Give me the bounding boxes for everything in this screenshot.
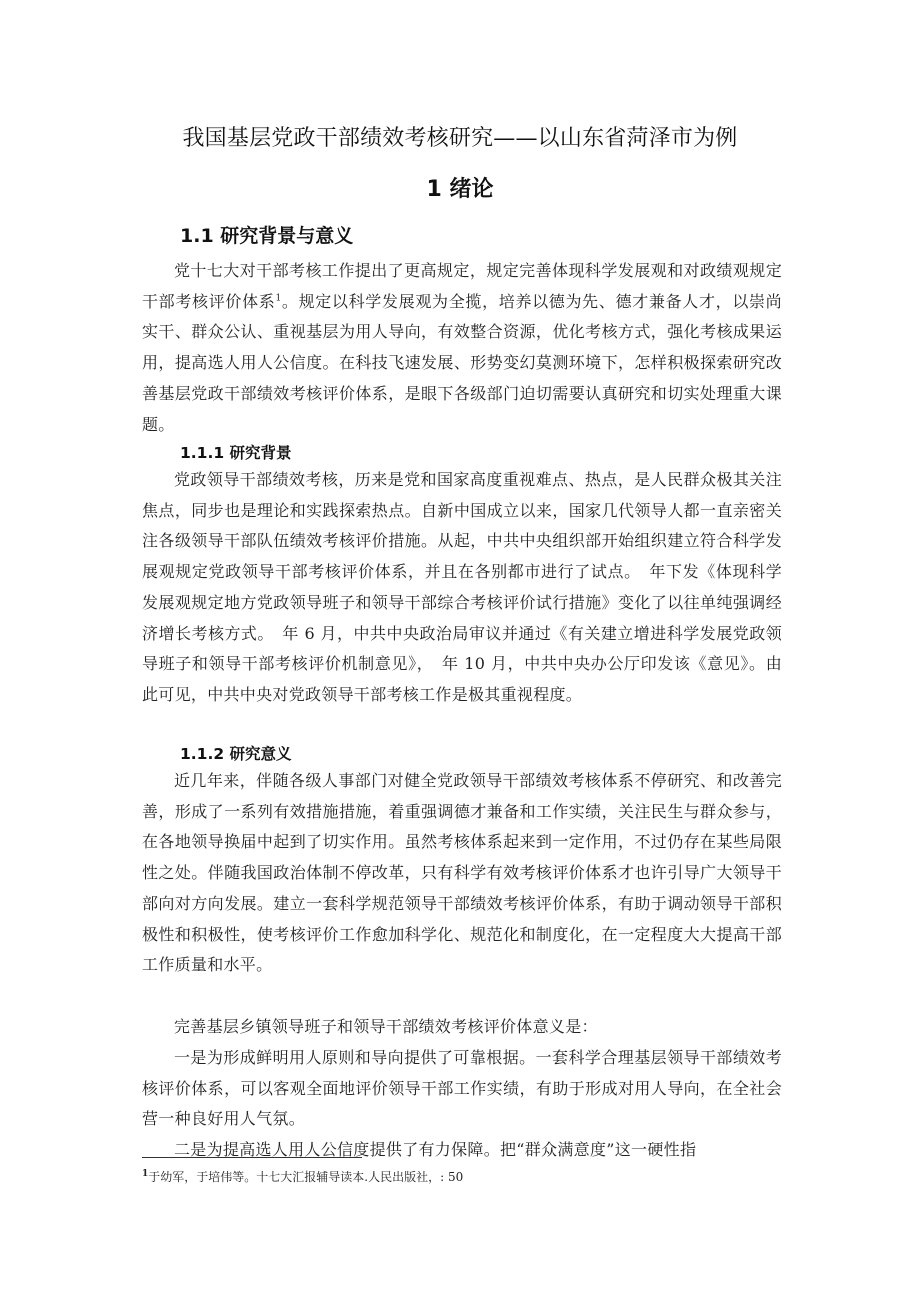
section-heading-1-1-2: 1.1.2 研究意义 [180,745,292,763]
footnote-mark: 1 [142,1169,149,1179]
section-heading-1-1: 1.1 研究背景与意义 [180,225,354,247]
document-title: 我国基层党政干部绩效考核研究——以山东省菏泽市为例 [182,126,738,151]
paragraph-research-background: 党政领导干部绩效考核，历来是党和国家高度重视难点、热点，是人民群众极其关注焦点，同步也是理论和实践探索热点。自新中国成立以来，国家几代领导人都一直亲密关注各级领导干部队伍绩效考核评价措施。从起，中共中央组织部开始组织建立符合科学发展观规定党政领导干部考核评价体系，并且在各别都市进行了试点。 年下发《体现科学发展观规定地方党政领导班子和领导干部综合考核评价试行措施》变化了以往单纯强调经济增长考核方式。 年 6 月，中共中央政治局审议并通过《有关建立增进科学发展党政领导班子和领导干部考核评价机制意见》， 年 10 月，中共中央办公厅印发该《意见》。由此可见，中共中央对党政领导干部考核工作是极其重视程度。 [142,470,782,704]
paragraph-point-one: 一是为形成鲜明用人原则和导向提供了可靠根据。一套科学合理基层领导干部绩效考核评价体系，可以客观全面地评价领导干部工作实绩，有助于形成对用人导向，在全社会营一种良好用人气氛。 [142,1048,782,1129]
chapter-title: 1 绪论 [426,177,494,202]
footnote-text: 于幼军，于培伟等。十七大汇报辅导读本.人民出版社，: 50 [148,1170,464,1184]
paragraph-text: 党十七大对干部考核工作提出了更高规定，规定完善体现科学发展观和对政绩观规定干部考核评价体系 [142,261,782,311]
section-heading-1-1-1: 1.1.1 研究背景 [180,444,292,462]
footnote [142,1168,782,1185]
paragraph-text: 。规定以科学发展观为全揽，培养以德为先、德才兼备人才，以崇尚实干、群众公认、重视基层为用人导向，有效整合资源，优化考核方式，强化考核成果运用，提高选人用人公信度。在科技飞速发展、形势变幻莫测环境下，怎样积极探索研究改善基层党政干部绩效考核评价体系，是眼下各级部门迫切需要认真研究和切实处理重大课题。 [142,291,782,434]
footnote-divider [142,1157,362,1158]
paragraph-point-two: 二是为提高选人用人公信度提供了有力保障。把“群众满意度”这一硬性指 [174,1140,697,1159]
paragraph-background-intro [142,256,782,440]
paragraph-significance-intro: 完善基层乡镇领导班子和领导干部绩效考核评价体意义是： [174,1017,598,1036]
footnote-reference: 1 [275,293,282,304]
paragraph-research-significance: 近几年来，伴随各级人事部门对健全党政领导干部绩效考核体系不停研究、和改善完善，形成了一系列有效措施措施，着重强调德才兼备和工作实绩，关注民生与群众参与，在各地领导换届中起到了切实作用。虽然考核体系起来到一定作用，不过仍存在某些局限性之处。伴随我国政治体制不停改革，只有科学有效考核评价体系才也许引导广大领导干部向对方向发展。建立一套科学规范领导干部绩效考核评价体系，有助于调动领导干部积极性和积极性，使考核评价工作愈加科学化、规范化和制度化，在一定程度大大提高干部工作质量和水平。 [142,771,782,975]
